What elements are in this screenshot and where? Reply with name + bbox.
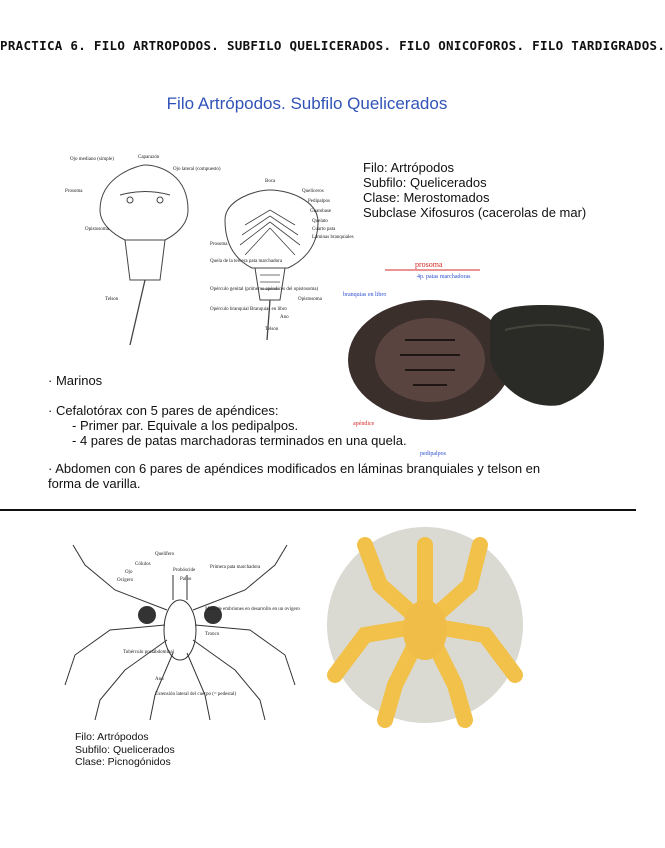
svg-text:Opistosoma: Opistosoma (85, 227, 109, 232)
svg-text:Quelato: Quelato (312, 219, 328, 224)
svg-text:Quelíceros: Quelíceros (302, 189, 324, 194)
svg-text:Ano: Ano (280, 315, 289, 320)
svg-text:Ocígero: Ocígero (117, 578, 134, 583)
svg-text:prosoma: prosoma (415, 260, 443, 269)
svg-text:apéndice: apéndice (353, 421, 375, 427)
pycnogonida-photo (325, 525, 525, 725)
svg-text:Cólulos: Cólulos (135, 562, 151, 567)
svg-text:Ojo: Ojo (125, 570, 133, 575)
characteristics-list (48, 373, 540, 491)
svg-text:Telson: Telson (265, 327, 279, 332)
note-first-pair: - Primer par. Equivale a los pedipalpos. (72, 418, 299, 433)
note-abdomen: · Abdomen con 6 pares de apéndices modificados en láminas branquiales y telson en (48, 461, 541, 476)
xiphosura-diagram (60, 150, 354, 350)
note-cefalotorax: · Cefalotórax con 5 pares de apéndices: (48, 403, 279, 418)
svg-text:Telson: Telson (105, 297, 119, 302)
svg-text:Quelífero: Quelífero (155, 552, 175, 557)
svg-text:Láminas branquiales: Láminas branquiales (312, 235, 354, 240)
svg-text:Quela de la tercera pata march: Quela de la tercera pata marchadora (210, 259, 283, 264)
svg-text:Opérculo genital (primeros apé: Opérculo genital (primeros apéndices del opistosoma) (210, 287, 319, 292)
svg-text:Boca: Boca (265, 179, 276, 184)
svg-text:Prosoma: Prosoma (210, 242, 228, 247)
svg-text:Caparazón: Caparazón (138, 155, 160, 160)
svg-text:Ano: Ano (155, 677, 164, 682)
note-walking-legs: - 4 pares de patas marchadoras terminados en una quela. (72, 433, 407, 448)
svg-text:Ojo mediano (simple): Ojo mediano (simple) (70, 157, 114, 162)
svg-text:Opérculo branquial Branquias e: Opérculo branquial Branquias en libro (210, 307, 287, 312)
svg-text:Extensión lateral del cuerpo (: Extensión lateral del cuerpo (= pedestal) (155, 692, 236, 697)
note-abdomen-cont: forma de varilla. (48, 476, 141, 491)
svg-text:4p. patas marchadoras: 4p. patas marchadoras (417, 274, 471, 280)
section-divider (0, 509, 636, 511)
svg-text:Gnatobase: Gnatobase (310, 209, 332, 214)
svg-text:Opistosoma: Opistosoma (298, 297, 322, 302)
svg-text:Ojo lateral (compuesto): Ojo lateral (compuesto) (173, 167, 221, 172)
svg-text:Primera pata marchadora: Primera pata marchadora (210, 565, 261, 570)
svg-text:Probóscide: Probóscide (173, 568, 196, 573)
svg-text:Palpo: Palpo (180, 577, 192, 582)
svg-text:Tubérculo postabdominal: Tubérculo postabdominal (123, 650, 175, 655)
svg-text:Masa de embriones en desarroll: Masa de embriones en desarrollo en un ovígero (205, 607, 300, 612)
page-heading: PRACTICA 6. FILO ARTROPODOS. SUBFILO QUELICERADOS. FILO ONICOFOROS. FILO TARDIGRADOS. (0, 38, 665, 53)
xiphosura-taxonomy: Filo: Artrópodos Subfilo: Quelicerados Clase: Merostomados Subclase Xifosuros (cacerolas de mar) (363, 160, 587, 220)
note-marinos: · Marinos (48, 373, 103, 388)
pycnogonida-diagram (55, 535, 305, 725)
pycnogonida-taxonomy: Filo: Artrópodos Subfilo: Quelicerados Clase: Picnogónidos (75, 731, 175, 768)
svg-text:Prosoma: Prosoma (65, 189, 83, 194)
svg-text:branquias en libro: branquias en libro (343, 292, 387, 298)
svg-text:Tronco: Tronco (205, 632, 220, 637)
svg-text:Cuarto pata: Cuarto pata (312, 227, 336, 232)
section-subtitle: Filo Artrópodos. Subfilo Quelicerados (166, 94, 448, 113)
svg-text:pedipalpos: pedipalpos (420, 451, 446, 457)
svg-text:Pedipalpos: Pedipalpos (308, 199, 330, 204)
